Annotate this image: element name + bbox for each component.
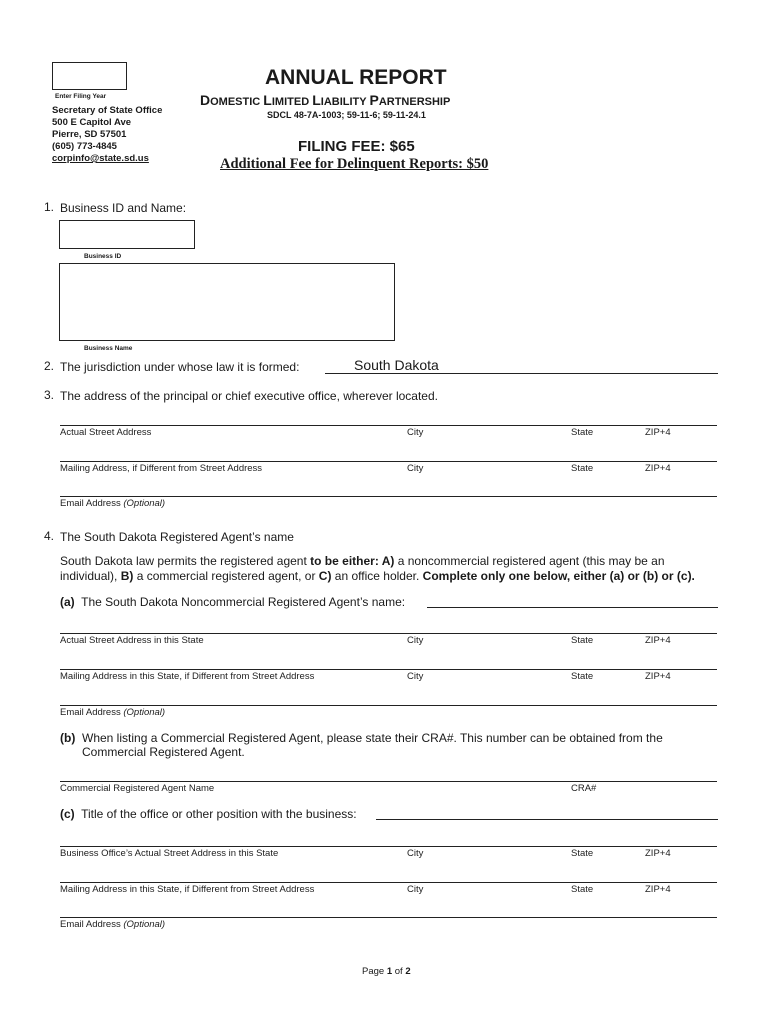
subtitle-part: ARTNERSHIP (378, 96, 451, 108)
office-phone: (605) 773-4845 (52, 141, 117, 152)
page-prefix: Page (362, 966, 387, 977)
page-number (362, 966, 411, 977)
page-total: 2 (405, 966, 411, 977)
agent-email-line[interactable] (60, 705, 717, 706)
agent-street-line[interactable] (60, 633, 717, 634)
subsection-a-label: The South Dakota Noncommercial Registered Agent’s name: (81, 595, 406, 609)
instructions-bold: to be either: A) (310, 554, 395, 568)
city-label: City (407, 463, 424, 474)
instructions-bold: C) (318, 569, 332, 583)
office-email-link[interactable]: corpinfo@state.sd.us (52, 153, 149, 164)
jurisdiction-field-line (325, 373, 718, 374)
city-label: City (407, 884, 424, 895)
instructions-text: individual), (60, 569, 121, 583)
agent-instructions-line-1 (60, 554, 665, 568)
state-label: State (571, 848, 594, 859)
page-of: of (392, 966, 406, 977)
agent-street-label: Actual Street Address in this State (60, 635, 204, 646)
zip-label: ZIP+4 (645, 884, 671, 895)
subsection-a (60, 595, 405, 609)
subsection-c-tag: (c) (60, 807, 75, 821)
business-name-input[interactable] (59, 263, 395, 341)
zip-label: ZIP+4 (645, 671, 671, 682)
optional-note: (Optional) (123, 498, 166, 509)
city-label: City (407, 635, 424, 646)
office-street: 500 E Capitol Ave (52, 117, 132, 128)
subsection-c (60, 807, 357, 821)
instructions-text: an office holder. (331, 569, 423, 583)
email-label-text: Email Address (60, 919, 121, 930)
instructions-bold: B) (120, 569, 134, 583)
page-current: 1 (386, 966, 393, 977)
subtitle-part: IABILITY (320, 96, 370, 108)
jurisdiction-value[interactable]: South Dakota (354, 357, 439, 373)
subtitle-part: D (200, 92, 211, 108)
filing-year-label: Enter Filing Year (55, 93, 107, 100)
optional-note: (Optional) (123, 707, 166, 718)
instructions-text: a noncommercial registered agent (this may be an (394, 554, 665, 568)
commercial-agent-name-label: Commercial Registered Agent Name (60, 783, 215, 794)
cra-number-label: CRA# (571, 783, 597, 794)
office-name: Secretary of State Office (52, 105, 163, 116)
section-1-number: 1. (44, 200, 55, 214)
office-address (52, 105, 162, 165)
office-city: Pierre, SD 57501 (52, 129, 127, 140)
subsection-b-line-1 (60, 731, 663, 745)
email-label (60, 707, 165, 718)
subtitle-part: P (369, 92, 379, 108)
state-label: State (571, 463, 594, 474)
email-label-text: Email Address (60, 498, 121, 509)
instructions-text: South Dakota law permits the registered agent (60, 554, 311, 568)
delinquent-fee: Additional Fee for Delinquent Reports: $50 (220, 156, 489, 172)
subsection-c-label: Title of the office or other position with the business: (81, 807, 357, 821)
page-title: ANNUAL REPORT (265, 66, 447, 89)
section-1-label: Business ID and Name: (60, 201, 187, 215)
email-label-text: Email Address (60, 707, 121, 718)
email-label (60, 919, 165, 930)
subsection-b-text: When listing a Commercial Registered Agent, please state their CRA#. This number can be obtained from the (82, 731, 663, 745)
noncommercial-agent-name-line[interactable] (427, 607, 718, 608)
subsection-b-line-2: Commercial Registered Agent. (82, 745, 245, 759)
agent-mailing-line[interactable] (60, 669, 717, 670)
street-address-label: Actual Street Address (60, 427, 152, 438)
section-3-label: The address of the principal or chief executive office, wherever located. (60, 389, 438, 403)
office-title-line[interactable] (376, 819, 718, 820)
filing-year-input[interactable] (52, 62, 127, 90)
business-name-label: Business Name (84, 345, 133, 352)
subtitle-part: IMITED (271, 96, 313, 108)
office-street-label: Business Office’s Actual Street Address in this State (60, 848, 279, 859)
email-label (60, 498, 165, 509)
principal-mailing-line[interactable] (60, 461, 717, 462)
zip-label: ZIP+4 (645, 463, 671, 474)
instructions-bold: Complete only one below, either (a) or (b) or (c). (422, 569, 695, 583)
section-3-number: 3. (44, 388, 55, 402)
city-label: City (407, 427, 424, 438)
business-id-label: Business ID (84, 253, 122, 260)
instructions-text: a commercial registered agent, or (133, 569, 319, 583)
form-subtitle (200, 92, 450, 110)
zip-label: ZIP+4 (645, 635, 671, 646)
office-mailing-line[interactable] (60, 882, 717, 883)
agent-mailing-label: Mailing Address in this State, if Different from Street Address (60, 671, 315, 682)
office-street-line[interactable] (60, 846, 717, 847)
zip-label: ZIP+4 (645, 848, 671, 859)
agent-instructions-line-2 (60, 569, 695, 583)
section-4-label: The South Dakota Registered Agent’s name (60, 530, 294, 544)
principal-street-line[interactable] (60, 425, 717, 426)
state-label: State (571, 884, 594, 895)
subtitle-part: L (312, 92, 321, 108)
state-label: State (571, 635, 594, 646)
mailing-address-label: Mailing Address, if Different from Street Address (60, 463, 263, 474)
subtitle-part: L (263, 92, 272, 108)
state-label: State (571, 671, 594, 682)
office-mailing-label: Mailing Address in this State, if Different from Street Address (60, 884, 315, 895)
statute-reference: SDCL 48-7A-1003; 59-11-6; 59-11-24.1 (267, 110, 426, 120)
section-2-label: The jurisdiction under whose law it is formed: (60, 360, 300, 374)
subsection-a-tag: (a) (60, 595, 75, 609)
business-id-input[interactable] (59, 220, 195, 249)
office-email-line[interactable] (60, 917, 717, 918)
section-2-number: 2. (44, 359, 55, 373)
filing-fee: FILING FEE: $65 (298, 138, 415, 155)
commercial-agent-line[interactable] (60, 781, 717, 782)
city-label: City (407, 848, 424, 859)
subtitle-part: OMESTIC (210, 96, 264, 108)
zip-label: ZIP+4 (645, 427, 671, 438)
principal-email-line[interactable] (60, 496, 717, 497)
optional-note: (Optional) (123, 919, 166, 930)
section-4-number: 4. (44, 529, 55, 543)
state-label: State (571, 427, 594, 438)
city-label: City (407, 671, 424, 682)
subsection-b-tag: (b) (60, 731, 76, 745)
